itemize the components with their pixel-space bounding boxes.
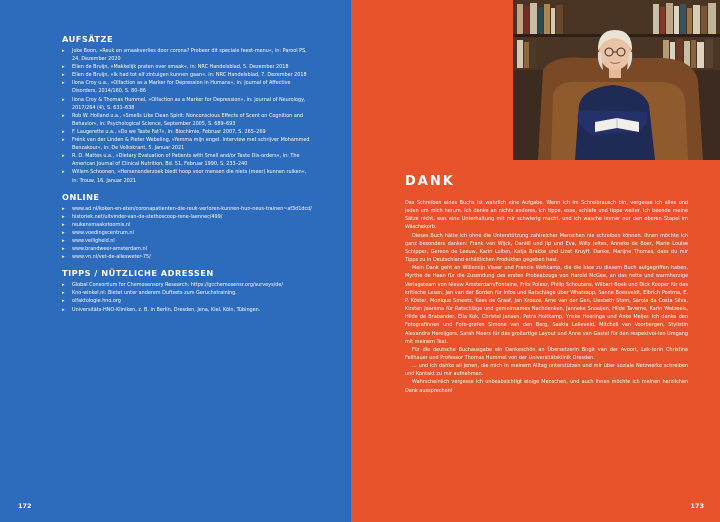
online-list bbox=[62, 205, 312, 262]
aufsaetze-list bbox=[62, 47, 312, 185]
list-item: ▸ Ellen de Bruijn, »Ik had tot elf zintuigen kunnen gaan«, in: NRC Handelsblad, 7. Dezember 2018 bbox=[62, 71, 312, 79]
list-item: ▸ Frénk van der Linden & Pieter Webeling, »Yemma mijn engel. Interview met schrijver Mohammed Benzakour«, in: De Volkskrant, 5. Januar 2021 bbox=[62, 136, 312, 152]
list-item: ▸ reukensmaakstoornis.nl bbox=[62, 221, 312, 229]
left-page bbox=[0, 0, 351, 522]
page-number-right: 173 bbox=[690, 502, 704, 510]
paragraph: Mein Dank geht an Willemijn Visser und Francie Wehkamp, die die Idee zu diesem Buch aufgegriffen haben, Myrthe de Haan für die Zusendung des ersten Probeabzugs von Harold McGee, an das nette und warmherzige Verlagsteam von Nieuw Amsterdam/Fontaine, Frits Poiesz, Philip Schoutens, Wilbert Boek und Dick Kooper für das kritische Lesen, Jan van der Borden für Infos und Ratschläge über Whatsapp, Sanne Boesveldt, Elbrich Postma, E. P. Köster, Monique Smeets, Kees de Graaf, Jan Kroeze, Arne van der Gen, Liesbeth Stam, Saroia da Costa Silva, Kirsten Jaarsma für Ratschläge und gemeinsames Nachdenken, Janneke Snoeijen, Hilde Taverne, Karin Watzeels, Hilde de Brabander, Ella Kok, Christel Jansen, Petra Holtkamp, Ynske Heeringa und Anke Meijer. Ich danke den Fotografinnen und Foto-grafen Simone van den Berg, Saskia Lelieveld, Mitchell van Voorbergen, Stylistin Alexandra Hereijgers, Sarah Meers für das großartige Layout und Anne van Gastel für den respektvol-len Umgang mit meinem Text. bbox=[405, 265, 688, 345]
author-photo bbox=[513, 0, 720, 160]
list-item: ▸ Kno-winkel.nl: Bietet unter anderem Duftsets zum Geruchstraining. bbox=[62, 289, 312, 297]
paragraph: ... und ich danke all jenen, die mich in meinem Alltag unterstützen und mir über soziale Netzwerke schreiben und Kontakt zu mir aufnehmen. bbox=[405, 363, 688, 378]
section-title-tipps: TIPPS / NÜTZLICHE ADRESSEN bbox=[62, 268, 214, 279]
list-item: ▸ historiek.net/uitvinder-van-de-stethoscoop-rene-laennec/499/ bbox=[62, 213, 312, 221]
paragraph: Für die deutsche Buchausgabe ein Dankeschön an Übersetzerin Birgit van der Avoort, Lek-torin Christine Fellhauer und Professor Thomas Hummel von der Universitätsklinik Dresden. bbox=[405, 346, 688, 361]
section-title-online: ONLINE bbox=[62, 191, 100, 202]
list-item: ▸ www.veiligheid.nl bbox=[62, 237, 312, 245]
list-item: ▸ Ellen de Bruijn, »Makkelijk praten over smaak«, in: NRC Handelsblad, 5. Dezember 2018 bbox=[62, 63, 312, 71]
list-item: ▸ Universitäts-HNO-Kliniken, z. B. in Berlin, Dresden, Jena, Kiel, Köln, Tübingen. bbox=[62, 306, 312, 314]
tipps-list bbox=[62, 281, 312, 313]
list-item: ▸ Willem Schoonen, »Hersenonderzoek biedt hoop voor mensen die niets (meer) kunnen ruiken«, in: Trouw, 16. Januar 2021 bbox=[62, 168, 312, 184]
list-item: ▸ F. Laugerette u.a., »Do we Taste Fat?«, in: Biochimie, Februar 2007, S. 265–269 bbox=[62, 128, 312, 136]
list-item: ▸ www.voedingscentrum.nl bbox=[62, 229, 312, 237]
section-title-aufsaetze: AUFSÄTZE bbox=[62, 34, 114, 44]
list-item: ▸ www.brandweer-amsterdam.nl bbox=[62, 245, 312, 253]
list-item: ▸ www.ad.nl/koken-en-eten/coronapatienten-die-reuk-verloren-kunnen-hun-neus-trainen~af3d1dcd/ bbox=[62, 205, 312, 213]
author-photo-illustration bbox=[513, 0, 720, 160]
list-item: ▸ Rob W. Holland u.a., »Smells Like Clean Spirit: Nonconscious Effects of Scent on Cognition and Behavior«, in: Psychological Science, September 2005, S. 689–693 bbox=[62, 112, 312, 128]
acknowledgements-text bbox=[405, 199, 688, 395]
list-item: ▸ R. D. Mattes u.a., »Dietary Evaluation of Patients with Smell and/or Taste Dis-orders«, in: The American Journal of Clinical Nutrition, Bd. 51, Februar 1990, S. 233–240 bbox=[62, 152, 312, 168]
list-item: ▸ Ilona Croy u.a., »Olfaction as a Marker for Depression in Humans«, in: Journal of Affective Disorders, 2014/160, S. 80–86 bbox=[62, 79, 312, 95]
paragraph: Das Schreiben eines Buchs ist wahrlich eine Aufgabe. Wenn ich im Schreibrausch bin, vergesse ich alles und jeden um mich herum. Ich denke an nichts anderes, ich tippe, esse, schlafe und tippe weiter. Ich beende meine Sätze nicht, was eine Unterhaltung mit mir schwierig macht, und ich wasche immer nur den oberen Stapel im Wäschekorb. bbox=[405, 200, 688, 231]
bibliography bbox=[62, 34, 312, 314]
list-item: ▸ olfaktologie.hno.org bbox=[62, 297, 312, 305]
list-item: ▸ Joke Boon, »Reuk en smaakverlies door corona? Probeer dit speciale feest-menu«, in: Parool PS, 24. Dezember 2020 bbox=[62, 47, 312, 63]
list-item: ▸ Global Consortium for Chemosensory Research: https://gcchemosensr.org/surveys/de/ bbox=[62, 281, 312, 289]
page-number-left: 172 bbox=[18, 502, 32, 510]
right-page bbox=[351, 0, 720, 522]
paragraph: Wahrscheinlich vergesse ich unbeabsichtigt einige Menschen, und auch ihnen möchte ich meinen herzlichen Dank aussprechen! bbox=[405, 379, 688, 394]
paragraph: Dieses Buch hätte ich ohne die Unterstützung zahlreicher Menschen nie schreiben können. Ihnen möchte ich ganz besonders danken: Frank van Wijck, Daniël und Jip und Eva, Willy Jeltes, Anneke de Boer, Marie Louise Schipper, Gereon de Leeuw, Karin Luiten, Katja Brakke und Lizet Kruyff. Danke, Marijne Thomas, dass du mir Tipps zu in Deutschland erhältlichen Produkten gegeben hast. bbox=[405, 232, 688, 264]
list-item: ▸ Ilona Croy & Thomas Hummel, »Olfaction as a Marker for Depression«, in: Journal of Neurology, 2017/264 (4), S. 631–638 bbox=[62, 96, 312, 112]
list-item: ▸ www.vn.nl/vet-de-allesweter-75/ bbox=[62, 253, 312, 261]
page-title: DANK bbox=[405, 174, 455, 189]
